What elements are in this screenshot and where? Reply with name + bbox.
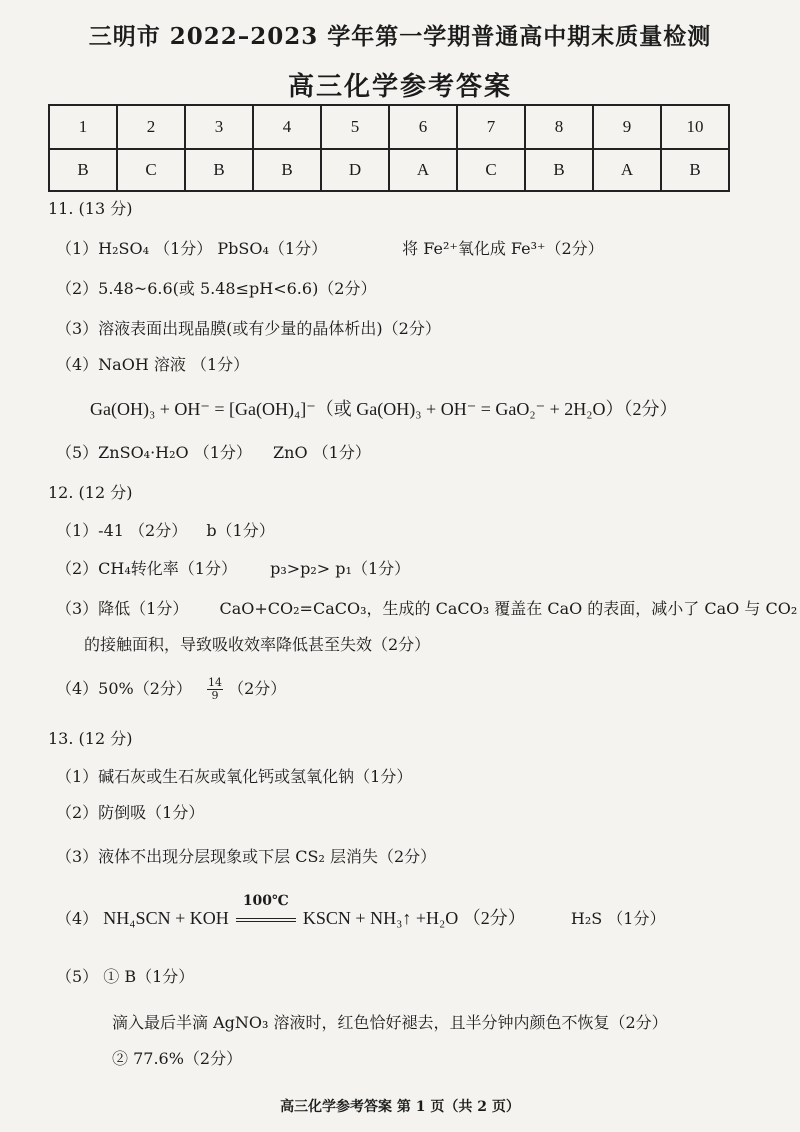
q11-header: 11. (13 分) bbox=[48, 199, 133, 218]
q12-part4-text: （4）50%（2分） bbox=[56, 679, 192, 698]
q13-part5-explanation: 滴入最后半滴 AgNO₃ 溶液时，红色恰好褪去，且半分钟内颜色不恢复（2分） bbox=[112, 1013, 668, 1032]
q13-part4 bbox=[56, 893, 666, 930]
question-number: 9 bbox=[593, 105, 661, 149]
q12-part4-fraction bbox=[207, 677, 223, 702]
q12-header: 12. (12 分) bbox=[48, 483, 133, 502]
q11-part3: （3）溶液表面出现晶膜(或有少量的晶体析出)（2分） bbox=[56, 319, 441, 338]
q13-part4-equation-lhs: NH₄SCN + KOH bbox=[103, 908, 229, 928]
answer-cell: B bbox=[49, 149, 117, 191]
q11-part5-text-b: ZnO （1分） bbox=[273, 443, 371, 462]
q11-part1-text: （1）H₂SO₄ （1分） PbSO₄（1分） bbox=[56, 239, 328, 258]
q11-part1 bbox=[56, 236, 604, 259]
q12-part2 bbox=[56, 556, 410, 579]
q12-part3-text-b: CaO+CO₂=CaCO₃，生成的 CaCO₃ 覆盖在 CaO 的表面，减小了 CaO 与 CO₂ bbox=[219, 599, 798, 618]
q12-part1-text: （1）-41 （2分） bbox=[56, 521, 188, 540]
fraction-denominator: 9 bbox=[211, 689, 219, 702]
q13-part4-label: （4） bbox=[56, 909, 99, 928]
q11-part1-text-b: 将 Fe²⁺氧化成 Fe³⁺（2分） bbox=[402, 239, 604, 258]
q12-part3 bbox=[56, 596, 797, 619]
q13-part1: （1）碱石灰或生石灰或氧化钙或氢氧化钠（1分） bbox=[56, 767, 413, 786]
q11-part2: （2）5.48~6.6(或 5.48≤pH<6.6)（2分） bbox=[56, 279, 377, 298]
answer-table-answers-row bbox=[49, 149, 729, 191]
answer-cell: D bbox=[321, 149, 389, 191]
answer-cell: C bbox=[117, 149, 185, 191]
q13-part4-equation-rhs: KSCN + NH₃↑ +H₂O （2分） bbox=[302, 908, 526, 928]
answer-cell: A bbox=[593, 149, 661, 191]
question-number: 2 bbox=[117, 105, 185, 149]
q11-part5-text: （5）ZnSO₄·H₂O （1分） bbox=[56, 443, 252, 462]
question-number: 3 bbox=[185, 105, 253, 149]
answer-table bbox=[48, 104, 730, 192]
document-title: 三明市 2022–2023 学年第一学期普通高中期末质量检测 bbox=[88, 23, 712, 50]
answer-cell: B bbox=[525, 149, 593, 191]
q12-part2-text: （2）CH₄转化率（1分） bbox=[56, 559, 237, 578]
answer-cell: C bbox=[457, 149, 525, 191]
q11-part4-equation: Ga(OH)₃ + OH⁻ = [Ga(OH)₄]⁻（或 Ga(OH)₃ + OH⁻ = GaO₂⁻ + 2H₂O）（2分） bbox=[90, 399, 678, 419]
fraction-numerator: 14 bbox=[208, 676, 223, 689]
document-subtitle: 高三化学参考答案 bbox=[287, 72, 512, 102]
answer-cell: B bbox=[185, 149, 253, 191]
q11-part4: （4）NaOH 溶液 （1分） bbox=[56, 355, 250, 374]
question-number: 7 bbox=[457, 105, 525, 149]
q12-part1-text-b: b（1分） bbox=[206, 521, 275, 540]
question-number: 4 bbox=[253, 105, 321, 149]
answer-cell: B bbox=[253, 149, 321, 191]
q13-part5: （5） ① B（1分） bbox=[56, 967, 195, 986]
answer-table-numbers-row bbox=[49, 105, 729, 149]
question-number: 10 bbox=[661, 105, 729, 149]
q12-part3-text: （3）降低（1分） bbox=[56, 599, 189, 618]
q13-part2: （2）防倒吸（1分） bbox=[56, 803, 205, 822]
q12-part1 bbox=[56, 518, 275, 541]
answer-cell: A bbox=[389, 149, 457, 191]
q11-part5 bbox=[56, 440, 371, 463]
q12-part4 bbox=[56, 676, 286, 702]
q13-header: 13. (12 分) bbox=[48, 729, 133, 748]
q13-part3: （3）液体不出现分层现象或下层 CS₂ 层消失（2分） bbox=[56, 847, 437, 866]
reaction-condition-text: 100℃ bbox=[242, 893, 289, 909]
question-number: 8 bbox=[525, 105, 593, 149]
answer-cell: B bbox=[661, 149, 729, 191]
question-number: 5 bbox=[321, 105, 389, 149]
page-footer: 高三化学参考答案 第 1 页（共 2 页） bbox=[280, 1099, 520, 1115]
double-bar-icon bbox=[236, 918, 296, 922]
reaction-condition-arrow bbox=[234, 893, 298, 928]
question-number: 1 bbox=[49, 105, 117, 149]
q12-part3-continued: 的接触面积，导致吸收效率降低甚至失效（2分） bbox=[84, 635, 431, 654]
q13-part4-text-b: H₂S （1分） bbox=[570, 909, 666, 928]
q12-part2-text-b: p₃>p₂> p₁（1分） bbox=[270, 559, 411, 578]
q13-part5-result: ② 77.6%（2分） bbox=[112, 1049, 243, 1068]
q12-part4-points: （2分） bbox=[228, 679, 287, 698]
question-number: 6 bbox=[389, 105, 457, 149]
